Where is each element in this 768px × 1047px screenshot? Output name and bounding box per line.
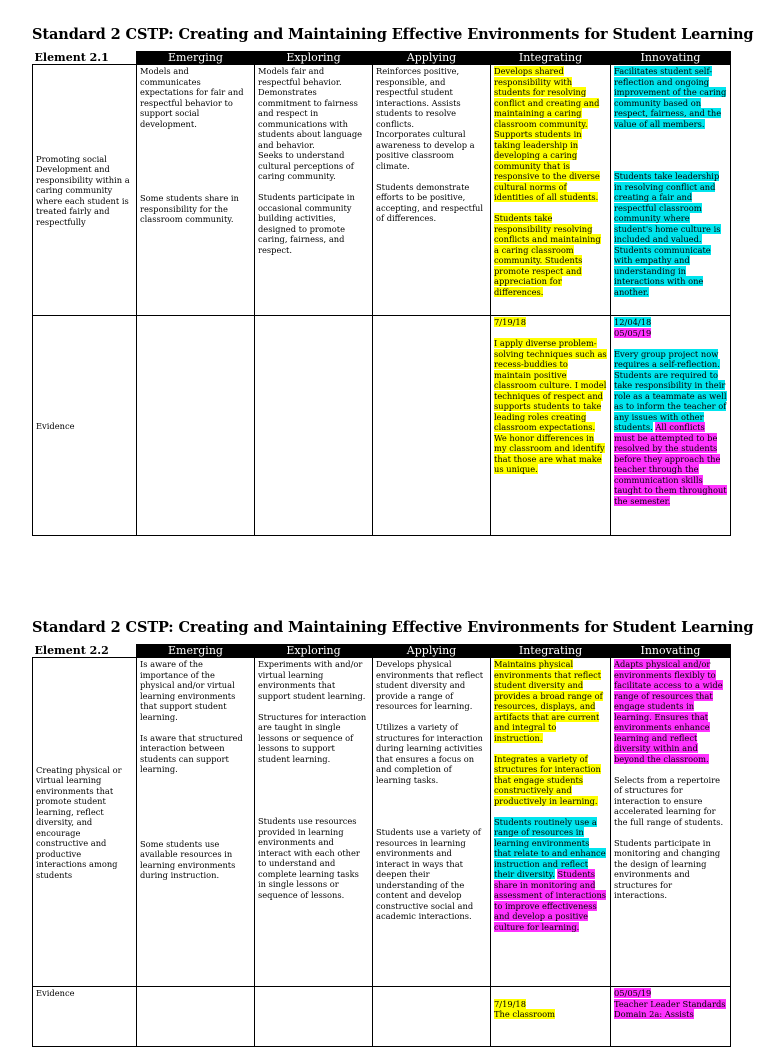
rubric-table-2-2 [32,644,731,1047]
highlighted-text: Facilitates student self-reflection and ongoing improvement of the caring community based on respect, fairness, and the value of all members. [614,66,727,129]
evidence-applying [373,316,491,536]
evidence-date: 05/05/19 [614,988,652,998]
standard-section-2-1 [32,26,754,506]
cell-text: Students use a variety of resources in learning environments and interact in ways that deepen their understanding of the content and develop constructive social and academic interactions. [376,827,481,921]
page-title: Standard 2 CSTP: Creating and Maintaining Effective Environments for Student Learning [32,26,754,43]
evidence-integrating [491,987,611,1047]
header-applying: Applying [373,645,491,658]
cell-text: Experiments with and/or virtual learning environments that support student learning. [258,659,366,701]
highlighted-text: Students routinely use a range of resources in learning environments that relate to and enhance instruction and reflect their diversity. [494,816,606,879]
header-emerging: Emerging [137,645,255,658]
evidence-label: Evidence [33,316,137,536]
cell-integrating [491,65,611,316]
evidence-text: I apply diverse problem-solving techniques such as recess-buddies to maintain positive classroom culture. I model techniques of respect and supports students to take leading roles creating classroom expectations. We honor differences in my classroom and identify that those are what make us unique. [494,338,607,474]
evidence-emerging [137,316,255,536]
cell-exploring [255,65,373,316]
row-label: Promoting social Development and responsibility within a caring community where each student is treated fairly and respectfully [33,65,137,316]
header-integrating: Integrating [491,645,611,658]
cell-text: Is aware that structured interaction between students can support learning. [140,732,243,774]
evidence-innovating [611,316,731,536]
header-exploring: Exploring [255,645,373,658]
evidence-row [33,987,731,1047]
cell-text: Students demonstrate efforts to be positive, accepting, and respectful of differences. [376,181,484,223]
header-innovating: Innovating [611,52,731,65]
highlighted-text: Students take leadership in resolving conflict and creating a fair and respectful classroom community where student's home culture is included and valued. Students communicate with empathy and understanding in interactions with one another. [614,171,721,297]
cell-text: Models and communicates expectations for fair and respectful behavior to support social development. [140,66,244,129]
evidence-text: All conflicts must be attempted to be resolved by the students before they approach the teacher through the communication skills taught to them throughout the semester. [614,422,727,506]
evidence-applying [373,987,491,1047]
evidence-exploring [255,316,373,536]
cell-emerging [137,65,255,316]
evidence-emerging [137,987,255,1047]
cell-text: Reinforces positive, responsible, and respectful student interactions. Assists students to resolve conflicts. [376,66,461,129]
element-label: Element 2.2 [33,645,137,658]
cell-applying [373,658,491,987]
rubric-row [33,65,731,316]
cell-text: Some students use available resources in learning environments during instruction. [140,838,236,880]
cell-applying [373,65,491,316]
rubric-row [33,658,731,987]
cell-innovating [611,65,731,316]
cell-text: Develops physical environments that reflect student diversity and provide a range of resources for learning. [376,659,484,711]
cell-text: Selects from a repertoire of structures for interaction to ensure accelerated learning for the full range of students. [614,774,724,827]
evidence-date: 7/19/18 [494,998,526,1009]
cell-integrating [491,658,611,987]
evidence-date: 12/04/18 [614,317,652,327]
header-emerging: Emerging [137,52,255,65]
cell-text: Students participate in monitoring and changing the design of learning environments and structures for interactions. [614,837,721,900]
highlighted-text: Integrates a variety of structures for interaction that engage students constructively and productively in learning. [494,753,601,806]
row-label: Creating physical or virtual learning environments that promote student learning, reflect diversity, and encourage constructive and productive interactions among students [33,658,137,987]
highlighted-text: Students take responsibility resolving conflicts and maintaining a caring classroom community. Students promote respect and appreciation for differences. [494,213,601,297]
rubric-table-2-1 [32,51,731,536]
evidence-date: 7/19/18 [494,317,526,327]
header-integrating: Integrating [491,52,611,65]
evidence-row [33,316,731,536]
page-title: Standard 2 CSTP: Creating and Maintaining Effective Environments for Student Learning [32,619,754,636]
header-innovating: Innovating [611,645,731,658]
highlighted-text: Students share in monitoring and assessment of interactions to improve effectiveness and develop a positive culture for learning. [494,869,607,932]
cell-text: Some students share in responsibility for the classroom community. [140,193,239,224]
header-row [33,645,731,658]
evidence-exploring [255,987,373,1047]
standard-section-2-2 [32,619,754,1019]
cell-text: Seeks to understand cultural perceptions of caring community. [258,150,354,181]
cell-text: Students participate in occasional community building activities, designed to promote caring, fairness, and respect. [258,192,355,255]
evidence-text: Every group project now requires a self-reflection. Students are required to take responsibility in their role as a teammate as well as to inform the teacher of any issues with other students. [614,348,727,432]
cell-text: Models fair and respectful behavior. Demonstrates commitment to fairness and respect in communications with students about language and behavior. [258,66,363,150]
evidence-text: Teacher Leader Standards Domain 2a: Assists [614,998,726,1019]
header-row [33,52,731,65]
cell-text: Students use resources provided in learning environments and interact with each other to understand and complete learning tasks in single lessons or sequence of lessons. [258,816,360,900]
cell-exploring [255,658,373,987]
cell-text: Is aware of the importance of the physical and/or virtual learning environments that support student learning. [140,659,236,722]
evidence-label-text: Evidence [36,988,75,998]
evidence-date: 05/05/19 [614,327,652,338]
cell-text: Structures for interaction are taught in single lessons or sequence of lessons to support student learning. [258,711,367,764]
cell-text: Utilizes a variety of structures for interaction during learning activities that ensures a focus on and completion of learning tasks. [376,722,483,785]
evidence-integrating [491,316,611,536]
highlighted-text: Adapts physical and/or environments flexibly to facilitate access to a wide range of resources that engage students in learning. Ensures that environments enhance learning and reflect diversity within and beyond the classroom. [614,659,723,764]
highlighted-text: Develops shared responsibility with students for resolving conflict and creating and maintaining a caring classroom community. Supports students in taking leadership in developing a caring community that is responsive to the diverse cultural norms of identities of all students. [494,66,600,202]
element-label: Element 2.1 [33,52,137,65]
header-applying: Applying [373,52,491,65]
cell-emerging [137,658,255,987]
cell-text: Incorporates cultural awareness to develop a positive classroom climate. [376,129,475,171]
header-exploring: Exploring [255,52,373,65]
evidence-label [33,987,137,1047]
highlighted-text: Maintains physical environments that reflect student diversity and provides a broad range of resources, displays, and artifacts that are current and integral to instruction. [494,659,603,743]
cell-innovating [611,658,731,987]
evidence-innovating [611,987,731,1047]
evidence-text: The classroom [494,1009,556,1019]
